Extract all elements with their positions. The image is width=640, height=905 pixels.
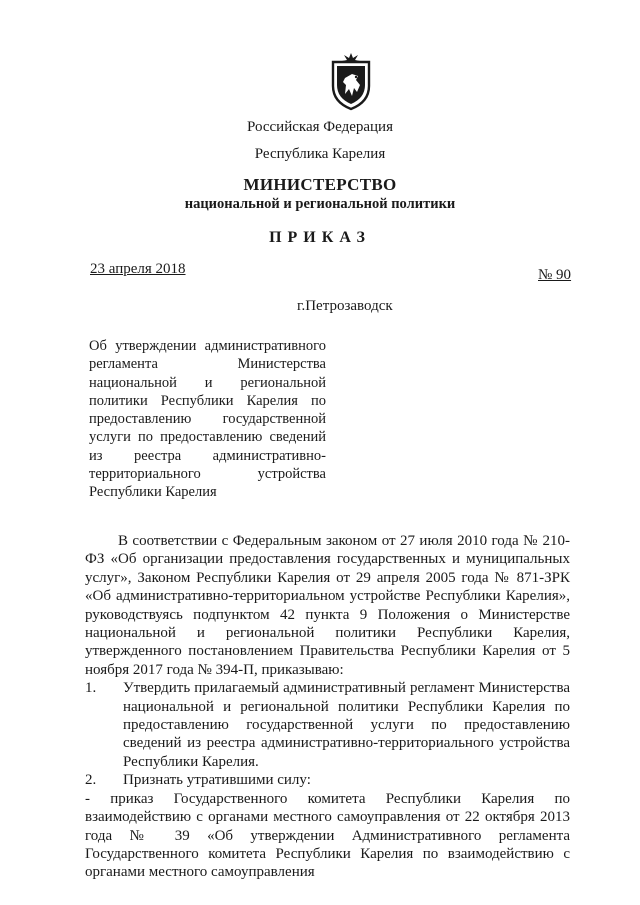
item-text: Утвердить прилагаемый административный регламент Министерства национальной и региональной политики Республики Карелия по предоставлению государственной услуги по предоставлению сведений из реестра административно-территориального устройства Республики Карелия. bbox=[123, 680, 570, 770]
ministry-title: МИНИСТЕРСТВО bbox=[243, 175, 397, 194]
item-number: 2. bbox=[85, 772, 97, 789]
order-date: 23 апреля 2018 bbox=[90, 261, 186, 277]
document-type: ПРИКАЗ bbox=[269, 229, 371, 246]
ministry-subtitle: национальной и региональной политики bbox=[184, 196, 456, 212]
order-subject: Об утверждении административного регламента Министерства национальной и региональной политики Республики Карелия по предоставлению государственной услуги по предоставлению сведений из реестра административно-территориального устройства Республики Карелия bbox=[89, 338, 326, 501]
order-body bbox=[85, 532, 570, 882]
list-item bbox=[85, 771, 570, 789]
federation-label: Российская Федерация bbox=[247, 119, 393, 135]
coat-of-arms-emblem bbox=[328, 52, 374, 112]
item-text: Признать утратившими силу: bbox=[123, 772, 311, 789]
sub-item-paragraph: - приказ Государственного комитета Республики Карелия по взаимодействию с органами местного самоуправления от 22 октября 2013 года № 39 «Об утверждении Административного регламента Государственного комитета Республики Карелия по взаимодействию с органами местного самоуправления bbox=[85, 790, 570, 881]
preamble-paragraph: В соответствии с Федеральным законом от 27 июля 2010 года № 210-ФЗ «Об организации предоставления государственных и муниципальных услуг», Законом Республики Карелия от 29 апреля 2005 года № 871-ЗРК «Об административно-территориальном устройстве Республики Карелия», руководствуясь подпунктом 42 пункта 9 Положения о Министерстве национальной и региональной политики Республики Карелия, утвержденного постановлением Правительства Республики Карелия от 5 ноября 2017 года № 394-П, приказываю: bbox=[85, 533, 570, 678]
list-item bbox=[85, 679, 570, 771]
order-number: № 90 bbox=[538, 267, 572, 283]
city-label: г.Петрозаводск bbox=[297, 298, 393, 314]
item-number: 1. bbox=[85, 680, 97, 697]
republic-label: Республика Карелия bbox=[254, 146, 386, 162]
